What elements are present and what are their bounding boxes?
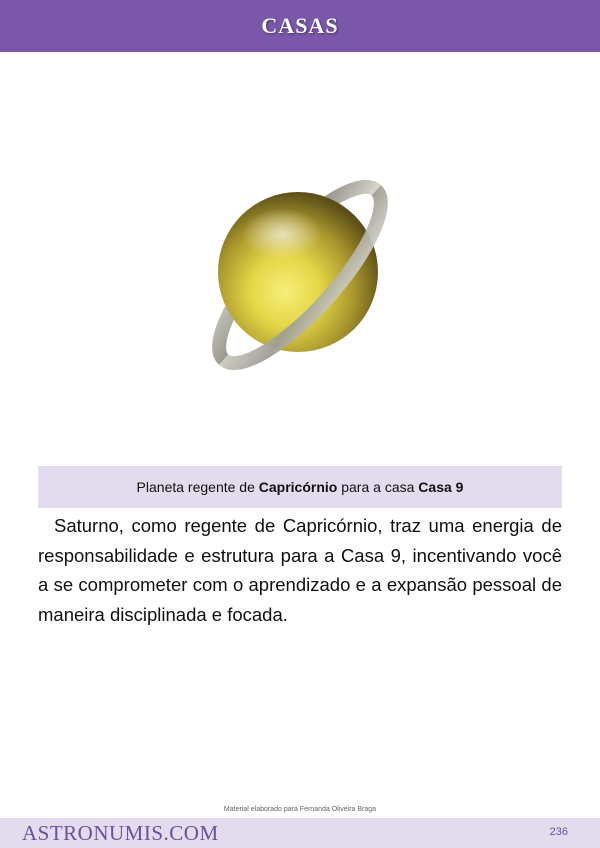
caption-sign: Capricórnio [258,479,338,495]
caption-prefix: Planeta regente de [136,479,255,495]
caption-middle: para a casa [341,479,415,495]
brand-logo[interactable]: ASTRONUMIS.COM [22,821,219,845]
page-footer [0,818,600,848]
body-paragraph: Saturno, como regente de Capricórnio, traz uma energia de responsabilidade e estrutura para a Casa 9, incentivando você a se comprometer com o aprendizado e a expansão pessoal de maneira disciplinada e focada. [38,515,562,625]
page-header [0,0,600,52]
saturn-icon [170,150,430,400]
planet-ruler-caption [38,466,562,508]
credit-line: Material elaborado para Fernanda Oliveira Braga [223,806,377,813]
page-number: 236 [549,826,568,838]
caption-house: Casa 9 [418,479,464,495]
page-title: CASAS [261,13,339,38]
